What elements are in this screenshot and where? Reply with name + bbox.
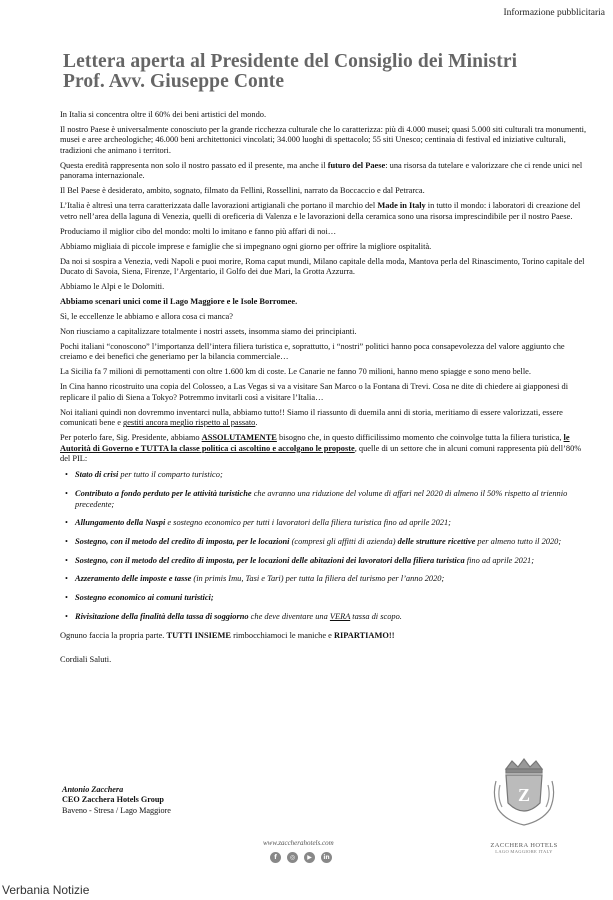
title-line-1: Lettera aperta al Presidente del Consiglio dei Ministri xyxy=(63,51,518,72)
logo-name: ZACCHERA HOTELS xyxy=(490,842,558,849)
paragraph: Sì, le eccellenze le abbiamo e allora cosa ci manca? xyxy=(60,312,233,322)
paragraph: Non riusciamo a capitalizzare totalmente i nostri assets, insomma siamo dei principianti. xyxy=(60,327,357,337)
list-item: • Sostegno, con il metodo del credito di imposta, per le locazioni (compresi gli affitti di azienda) delle strutture ricettive per almeno tutto il 2020; xyxy=(75,537,590,547)
logo-subtitle: LAGO MAGGIORE ITALY xyxy=(495,849,553,854)
instagram-icon[interactable]: ◎ xyxy=(287,852,298,863)
letter-body xyxy=(60,110,590,670)
paragraph: Abbiamo scenari unici come il Lago Maggiore e le Isole Borromee. xyxy=(60,297,298,307)
paragraph: Pochi italiani “conoscono” l’importanza dell’intera filiera turistica e, soprattutto, i “nostri” politici hanno poca consapevolezza del valore aggiunto che creiamo e dei benefici che generiamo per la bilancia commerciale… xyxy=(60,342,565,362)
signer-name: Antonio Zacchera xyxy=(62,785,124,794)
signature-block xyxy=(62,785,171,816)
paragraph: Da noi si sospira a Venezia, vedi Napoli e puoi morire, Roma caput mundi, Milano capitale della moda, Mantova perla del Rinascimento, Torino capitale del Ducato di Savoia, Siena, Firenze, l’Argentario, il Golfo dei due Mari, la Grotta Azzurra. xyxy=(60,256,585,277)
paragraph: Produciamo il miglior cibo del mondo: molti lo imitano e fanno più affari di noi… xyxy=(60,226,337,236)
signer-place: Baveno - Stresa / Lago Maggiore xyxy=(62,805,171,815)
paragraph: Ognuno faccia la propria parte. TUTTI INSIEME rimbocchiamoci le maniche e RIPARTIAMO!! xyxy=(60,630,395,640)
website-link[interactable]: www.zaccherahotels.com xyxy=(263,839,334,847)
signer-role: CEO Zacchera Hotels Group xyxy=(62,795,164,805)
letter-title xyxy=(63,52,583,92)
list-item: • Contributo a fondo perduto per le attività turistiche che avranno una riduzione del volume di affari nel 2020 di almeno il 50% rispetto al triennio precedente; xyxy=(75,489,590,510)
source-watermark: Verbania Notizie xyxy=(2,883,90,897)
list-item: • Allungamento della Naspi e sostegno economico per tutti i lavoratori della filiera turistica fino ad aprile 2021; xyxy=(75,518,590,528)
facebook-icon[interactable]: f xyxy=(270,852,281,863)
closing: Cordiali Saluti. xyxy=(60,654,112,664)
paragraph: Il Bel Paese è desiderato, ambito, sognato, filmato da Fellini, Rossellini, narrato da Boccaccio e dal Petrarca. xyxy=(60,186,425,196)
paragraph: La Sicilia fa 7 milioni di pernottamenti con oltre 1.600 km di coste. Le Canarie ne fanno 70 milioni, hanno meno spiagge e sono meno belle. xyxy=(60,367,531,377)
list-item: • Sostegno, con il metodo del credito di imposta, per le locazioni delle abitazioni dei lavoratori della filiera turistica fino ad aprile 2021; xyxy=(75,556,590,566)
advertising-tag: Informazione pubblicitaria xyxy=(503,8,605,18)
youtube-icon[interactable]: ▶ xyxy=(304,852,315,863)
zacchera-hotels-logo xyxy=(484,755,564,854)
list-item: • Rivisitazione della finalità della tassa di soggiorno che deve diventare una VERA tassa di scopo. xyxy=(75,612,590,622)
list-item: • Stato di crisi per tutto il comparto turistico; xyxy=(75,470,590,480)
paragraph: L’Italia è altresì una terra caratterizzata dalle lavorazioni artigianali che portano il marchio del Made in Italy in tutto il mondo: i laboratori di creazione del vetro nell’area della laguna di Venezia, quelli di oreficeria di Valenza e le lavorazioni della ceramica sono una risorsa imprescindibile per il nostro Paese. xyxy=(60,201,581,221)
paragraph: In Italia si concentra oltre il 60% dei beni artistici del mondo. xyxy=(60,110,267,119)
paragraph: Il nostro Paese è universalmente conosciuto per la grande ricchezza culturale che lo caratterizza: più di 4.000 musei; quasi 5.000 siti culturali tra monumenti, musei e aree archeologiche; 46.000 beni architettonici vincolati; 34.000 luoghi di spettacolo; 55 siti Unesco; centinaia di festival ed iniziative culturali, tradizioni che animano i territori. xyxy=(60,125,587,155)
paragraph: Noi italiani quindi non dovremmo inventarci nulla, abbiamo tutto!! Siamo il riassunto di duemila anni di storia, meritiamo di essere valorizzati, essere comunicati bene e gestiti ancora meglio rispetto al passato. xyxy=(60,407,563,428)
proposals-list xyxy=(60,470,590,622)
svg-text:Z: Z xyxy=(517,785,531,805)
linkedin-icon[interactable]: in xyxy=(321,852,332,863)
paragraph: Per poterlo fare, Sig. Presidente, abbiamo ASSOLUTAMENTE bisogno che, in questo difficilissimo momento che coinvolge tutta la filiera turistica, le Autorità di Governo e TUTTA la classe politica ci ascoltino e accolgano le proposte, quelle di un settore che in alcuni comuni rappresenta più dell’80% del PIL: xyxy=(60,433,582,464)
list-item: • Azzeramento delle imposte e tasse (in primis Imu, Tasi e Tari) per tutta la filiera del turismo per l’anno 2020; xyxy=(75,574,590,584)
title-line-2: Prof. Avv. Giuseppe Conte xyxy=(63,71,285,92)
paragraph: Abbiamo le Alpi e le Dolomiti. xyxy=(60,282,165,292)
paragraph: Questa eredità rappresenta non solo il nostro passato ed il presente, ma anche il futuro del Paese: una risorsa da tutelare e valorizzare che ci rende unici nel panorama internazionale. xyxy=(60,160,583,181)
social-icons xyxy=(270,852,332,863)
paragraph: Abbiamo migliaia di piccole imprese e famiglie che si impegnano ogni giorno per offrire la migliore ospitalità. xyxy=(60,241,432,251)
paragraph: In Cina hanno ricostruito una copia del Colosseo, a Las Vegas si va a visitare San Marco o la Fontana di Trevi. Cosa ne dite di chiedere ai giapponesi di replicare il palio di Siena a Tokyo? Potremmo invitarli così a visitare l’Italia… xyxy=(60,382,569,402)
crest-icon xyxy=(484,755,564,835)
list-item: • Sostegno economico ai comuni turistici; xyxy=(75,593,590,603)
